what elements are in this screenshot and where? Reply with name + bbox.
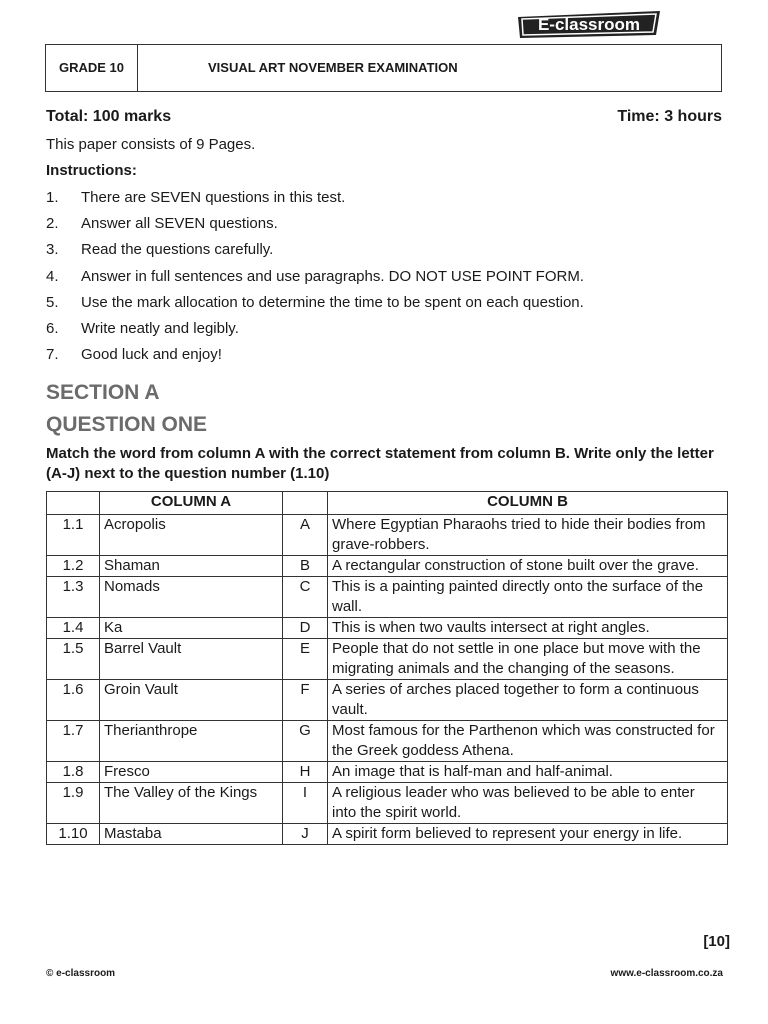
instruction-num: 2. [46,215,59,232]
column-b-statement: A rectangular construction of stone built over the grave. [328,556,728,577]
row-num: 1.9 [47,783,100,824]
instruction-num: 4. [46,268,59,285]
instruction-num: 1. [46,189,59,206]
website-footer: www.e-classroom.co.za [610,968,723,979]
instruction-text: There are SEVEN questions in this test. [81,189,346,206]
time-allowed: Time: 3 hours [617,108,722,125]
instruction-text: Good luck and enjoy! [81,346,222,363]
column-a-term: Acropolis [100,515,283,556]
column-b-letter: G [283,721,328,762]
pages-line: This paper consists of 9 Pages. [46,136,256,153]
instruction-text: Write neatly and legibly. [81,320,239,337]
header-column-a: COLUMN A [100,492,283,515]
table-row [47,577,728,618]
table-row [47,618,728,639]
copyright-footer: © e-classroom [46,968,116,979]
row-num: 1.10 [47,824,100,845]
exam-title: VISUAL ART NOVEMBER EXAMINATION [208,60,458,75]
table-header-row [47,492,728,515]
instruction-num: 5. [46,294,59,311]
column-b-statement: Most famous for the Parthenon which was constructed for the Greek goddess Athena. [328,721,728,762]
column-a-term: Groin Vault [100,680,283,721]
instructions-heading: Instructions: [46,162,137,179]
column-b-statement: Where Egyptian Pharaohs tried to hide their bodies from grave-robbers. [328,515,728,556]
table-row [47,515,728,556]
column-b-statement: A series of arches placed together to form a continuous vault. [328,680,728,721]
column-b-statement: An image that is half-man and half-animal. [328,762,728,783]
column-b-letter: F [283,680,328,721]
column-b-letter: H [283,762,328,783]
column-b-letter: E [283,639,328,680]
instruction-text: Use the mark allocation to determine the time to be spent on each question. [81,294,584,311]
row-num: 1.2 [47,556,100,577]
question-heading: QUESTION ONE [46,413,208,436]
totals-row [46,108,722,128]
instruction-text: Answer all SEVEN questions. [81,215,278,232]
column-b-letter: J [283,824,328,845]
column-b-statement: This is when two vaults intersect at right angles. [328,618,728,639]
row-num: 1.5 [47,639,100,680]
question-instructions: Match the word from column A with the correct statement from column B. Write only the letter (A-J) next to the question number (1.10) [46,445,714,482]
question-marks: [10] [703,933,730,950]
table-row [47,721,728,762]
section-heading: SECTION A [46,381,160,404]
table-row [47,762,728,783]
header-letter [283,492,328,515]
e-classroom-logo [514,9,664,39]
table-row [47,556,728,577]
row-num: 1.8 [47,762,100,783]
instruction-text: Read the questions carefully. [81,241,274,258]
column-a-term: Therianthrope [100,721,283,762]
row-num: 1.4 [47,618,100,639]
column-a-term: The Valley of the Kings [100,783,283,824]
row-num: 1.3 [47,577,100,618]
column-b-letter: B [283,556,328,577]
table-row [47,680,728,721]
column-a-term: Fresco [100,762,283,783]
column-b-statement: This is a painting painted directly onto the surface of the wall. [328,577,728,618]
column-b-statement: A spirit form believed to represent your energy in life. [328,824,728,845]
column-b-letter: I [283,783,328,824]
row-num: 1.7 [47,721,100,762]
instruction-num: 3. [46,241,59,258]
instruction-num: 7. [46,346,59,363]
grade-label: GRADE 10 [46,45,138,91]
column-a-term: Nomads [100,577,283,618]
column-a-term: Shaman [100,556,283,577]
column-a-term: Ka [100,618,283,639]
page-header [45,44,722,92]
row-num: 1.1 [47,515,100,556]
svg-text:E-classroom: E-classroom [537,15,641,34]
row-num: 1.6 [47,680,100,721]
column-a-term: Barrel Vault [100,639,283,680]
instruction-text: Answer in full sentences and use paragraphs. DO NOT USE POINT FORM. [81,268,584,285]
total-marks: Total: 100 marks [46,108,172,125]
matching-table [46,491,728,845]
column-b-letter: A [283,515,328,556]
column-b-statement: People that do not settle in one place but move with the migrating animals and the changing of the seasons. [328,639,728,680]
column-a-term: Mastaba [100,824,283,845]
table-row [47,783,728,824]
header-column-b: COLUMN B [328,492,728,515]
column-b-letter: C [283,577,328,618]
table-row [47,824,728,845]
column-b-letter: D [283,618,328,639]
header-num [47,492,100,515]
column-b-statement: A religious leader who was believed to be able to enter into the spirit world. [328,783,728,824]
table-row [47,639,728,680]
instruction-num: 6. [46,320,59,337]
